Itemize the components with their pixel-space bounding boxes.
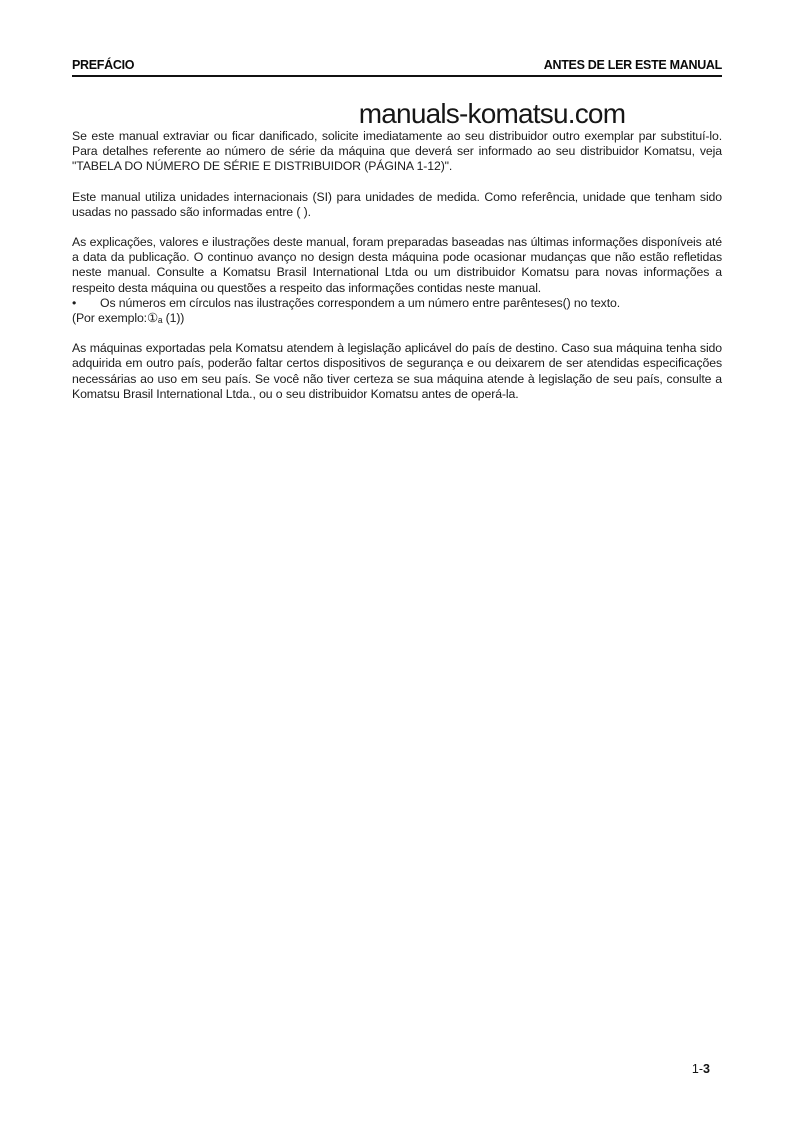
paragraph-latest-information: As explicações, valores e ilustrações deste manual, foram preparadas baseadas nas últimas informações disponíveis até a data da publicação. O continuo avanço no design desta máquina pode ocasionar mudanças que não estão refletidas neste manual. Consulte a Komatsu Brasil International Ltda ou um distribuidor Komatsu para novas informações a respeito desta máquina ou questões a respeito das informações contidas neste manual. [72,235,722,295]
running-header [72,58,722,72]
paragraph-export-legislation: As máquinas exportadas pela Komatsu atendem à legislação aplicável do país de destino. Caso sua máquina tenha sido adquirida em outro país, poderão faltar certos dispositivos de segurança e ou deixarem de ser atendidas especificações necessárias ao uso em seu país. Se você não tiver certeza se sua máquina atende à legislação de seu país, consulte a Komatsu Brasil International Ltda., ou o seu distribuidor Komatsu antes de operá-la. [72,341,722,401]
header-rule [72,75,722,77]
header-section-title: PREFÁCIO [72,58,135,72]
page-number [692,1062,710,1076]
example-line: (Por exemplo:①ₐ (1)) [72,311,185,326]
bullet-text: Os números em círculos nas ilustrações correspondem a um número entre parênteses() no texto. [100,295,621,310]
bullet-marker: • [72,295,77,310]
page-number-prefix: 1- [691,1062,704,1076]
body-content [72,129,722,417]
page-number-value: 3 [703,1062,710,1076]
header-chapter-title: ANTES DE LER ESTE MANUAL [543,58,722,72]
paragraph-replacement-notice: Se este manual extraviar ou ficar danificado, solicite imediatamente ao seu distribuidor outro exemplar par substituí-lo. Para detalhes referente ao número de série da máquina que deverá ser informado ao seu distribuidor Komatsu, veja "TABELA DO NÚMERO DE SÉRIE E DISTRIBUIDOR (PÁGINA 1-12)". [72,129,722,174]
paragraph-si-units: Este manual utiliza unidades internacionais (SI) para unidades de medida. Como referência, unidade que tenham sido usadas no passado são informadas entre ( ). [72,189,722,219]
bullet-item [72,296,722,311]
watermark-title: manuals-komatsu.com [358,98,626,129]
